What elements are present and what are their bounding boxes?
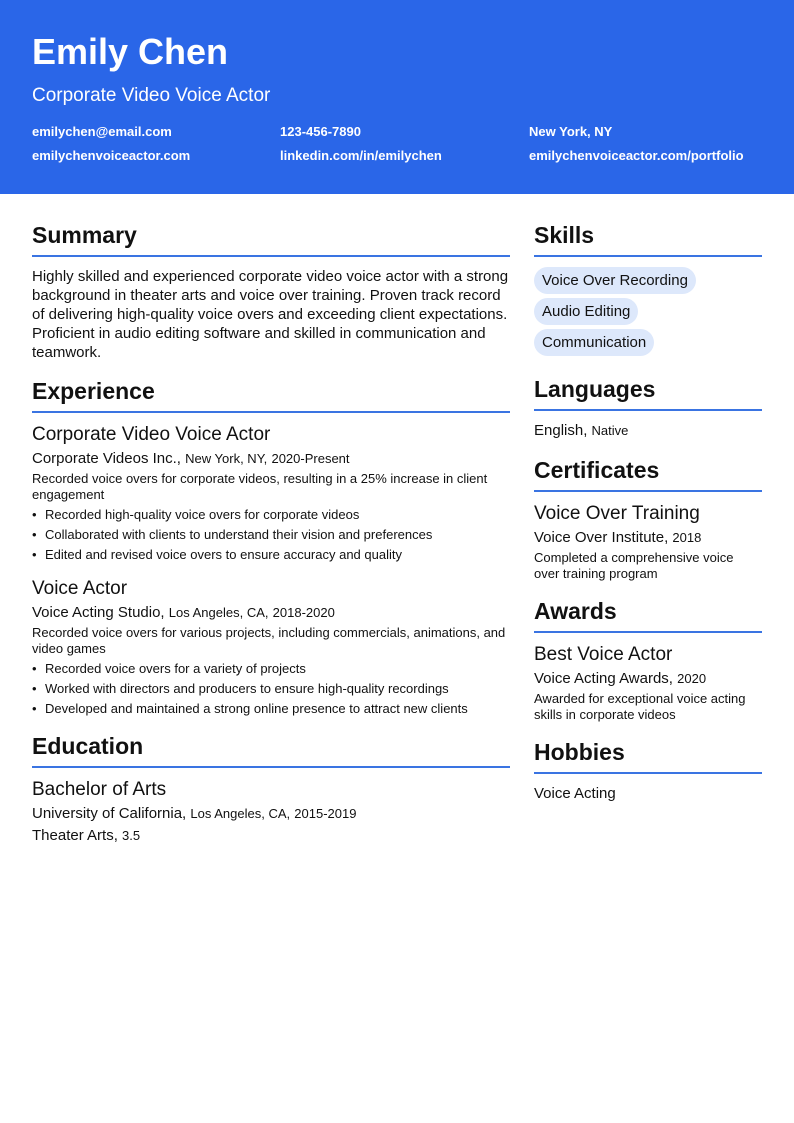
contact-phone[interactable]: 123-456-7890 xyxy=(280,124,361,139)
contact-portfolio[interactable]: emilychenvoiceactor.com/portfolio xyxy=(529,148,744,163)
contact-email[interactable]: emilychen@email.com xyxy=(32,124,172,139)
certificates-section xyxy=(534,455,762,582)
bullet-icon: • xyxy=(32,507,37,522)
job-title: Corporate Video Voice Actor xyxy=(32,424,271,445)
job-description: Recorded voice overs for various projects, including commercials, animations, and video games xyxy=(32,625,506,656)
bullet-text: Edited and revised voice overs to ensure accuracy and quality xyxy=(45,547,402,562)
bullet-text: Worked with directors and producers to ensure high-quality recordings xyxy=(45,681,449,696)
bullet-icon: • xyxy=(32,661,37,676)
skill-chip: Voice Over Recording xyxy=(534,267,696,294)
skills-section xyxy=(534,220,762,360)
job-bullets xyxy=(32,661,510,717)
section-heading: Languages xyxy=(534,374,762,411)
language-entry xyxy=(534,421,762,441)
hobbies-section xyxy=(534,737,762,804)
section-heading: Awards xyxy=(534,596,762,633)
award-description: Awarded for exceptional voice acting skills in corporate videos xyxy=(534,691,746,722)
degree-title: Bachelor of Arts xyxy=(32,779,167,800)
summary-text: Highly skilled and experienced corporate video voice actor with a strong background in theater arts and voice over training. Proven track record of delivering high-quality voice overs and exceeding client expectations. Proficient in audio editing software and skilled in communication and teamwork. xyxy=(32,268,509,361)
list-item xyxy=(32,527,510,543)
certificate-year: 2018 xyxy=(672,530,702,545)
bullet-icon: • xyxy=(32,547,37,562)
resume-header xyxy=(0,0,794,194)
certificate-description: Completed a comprehensive voice over training program xyxy=(534,550,734,581)
bullet-icon: • xyxy=(32,527,37,542)
candidate-name: Emily Chen xyxy=(32,31,229,72)
section-heading: Summary xyxy=(32,220,510,257)
candidate-title: Corporate Video Voice Actor xyxy=(32,85,271,106)
job-entry xyxy=(32,577,510,717)
job-entry xyxy=(32,423,510,563)
contact-location: New York, NY xyxy=(529,124,613,139)
hobby-item: Voice Acting xyxy=(534,785,616,802)
job-location: New York, NY, xyxy=(185,451,268,466)
award-year: 2020 xyxy=(677,671,707,686)
skills-list xyxy=(534,267,762,360)
education-section xyxy=(32,731,510,846)
section-heading: Experience xyxy=(32,376,510,413)
job-meta xyxy=(32,449,510,469)
education-dates: 2015-2019 xyxy=(294,806,357,821)
field-of-study: Theater Arts, xyxy=(32,827,118,844)
gpa: 3.5 xyxy=(122,828,141,843)
contact-grid xyxy=(32,124,762,164)
section-heading: Hobbies xyxy=(534,737,762,774)
bullet-icon: • xyxy=(32,681,37,696)
award-title: Best Voice Actor xyxy=(534,644,673,665)
bullet-text: Recorded voice overs for a variety of projects xyxy=(45,661,306,676)
award-issuer: Voice Acting Awards, xyxy=(534,670,673,687)
list-item xyxy=(32,547,510,563)
job-company: Corporate Videos Inc., xyxy=(32,450,181,467)
section-heading: Education xyxy=(32,731,510,768)
list-item xyxy=(32,661,510,677)
contact-linkedin[interactable]: linkedin.com/in/emilychen xyxy=(280,148,442,163)
job-dates: 2020-Present xyxy=(271,451,350,466)
school-location: Los Angeles, CA, xyxy=(190,806,291,821)
job-company: Voice Acting Studio, xyxy=(32,604,165,621)
language-name: English, xyxy=(534,422,588,439)
summary-section xyxy=(32,220,510,362)
section-heading: Skills xyxy=(534,220,762,257)
job-description: Recorded voice overs for corporate videos, resulting in a 25% increase in client engagement xyxy=(32,471,488,502)
bullet-text: Collaborated with clients to understand their vision and preferences xyxy=(45,527,433,542)
job-dates: 2018-2020 xyxy=(272,605,335,620)
list-item xyxy=(32,701,510,717)
certificate-title: Voice Over Training xyxy=(534,503,700,524)
languages-section xyxy=(534,374,762,441)
certificate-meta xyxy=(534,528,762,548)
school-name: University of California, xyxy=(32,805,187,822)
awards-section xyxy=(534,596,762,723)
job-title: Voice Actor xyxy=(32,578,128,599)
job-location: Los Angeles, CA, xyxy=(168,605,269,620)
contact-website[interactable]: emilychenvoiceactor.com xyxy=(32,148,191,163)
list-item xyxy=(32,507,510,523)
education-field xyxy=(32,826,510,846)
list-item xyxy=(32,681,510,697)
skill-chip: Audio Editing xyxy=(534,298,638,325)
skill-chip: Communication xyxy=(534,329,654,356)
right-column xyxy=(534,220,762,860)
bullet-icon: • xyxy=(32,701,37,716)
award-meta xyxy=(534,669,762,689)
experience-section xyxy=(32,376,510,717)
resume-body xyxy=(0,194,794,860)
bullet-text: Developed and maintained a strong online presence to attract new clients xyxy=(45,701,468,716)
certificate-issuer: Voice Over Institute, xyxy=(534,529,669,546)
left-column xyxy=(32,220,510,860)
bullet-text: Recorded high-quality voice overs for corporate videos xyxy=(45,507,360,522)
job-bullets xyxy=(32,507,510,563)
language-level: Native xyxy=(591,423,629,438)
education-meta xyxy=(32,804,510,824)
job-meta xyxy=(32,603,510,623)
section-heading: Certificates xyxy=(534,455,762,492)
